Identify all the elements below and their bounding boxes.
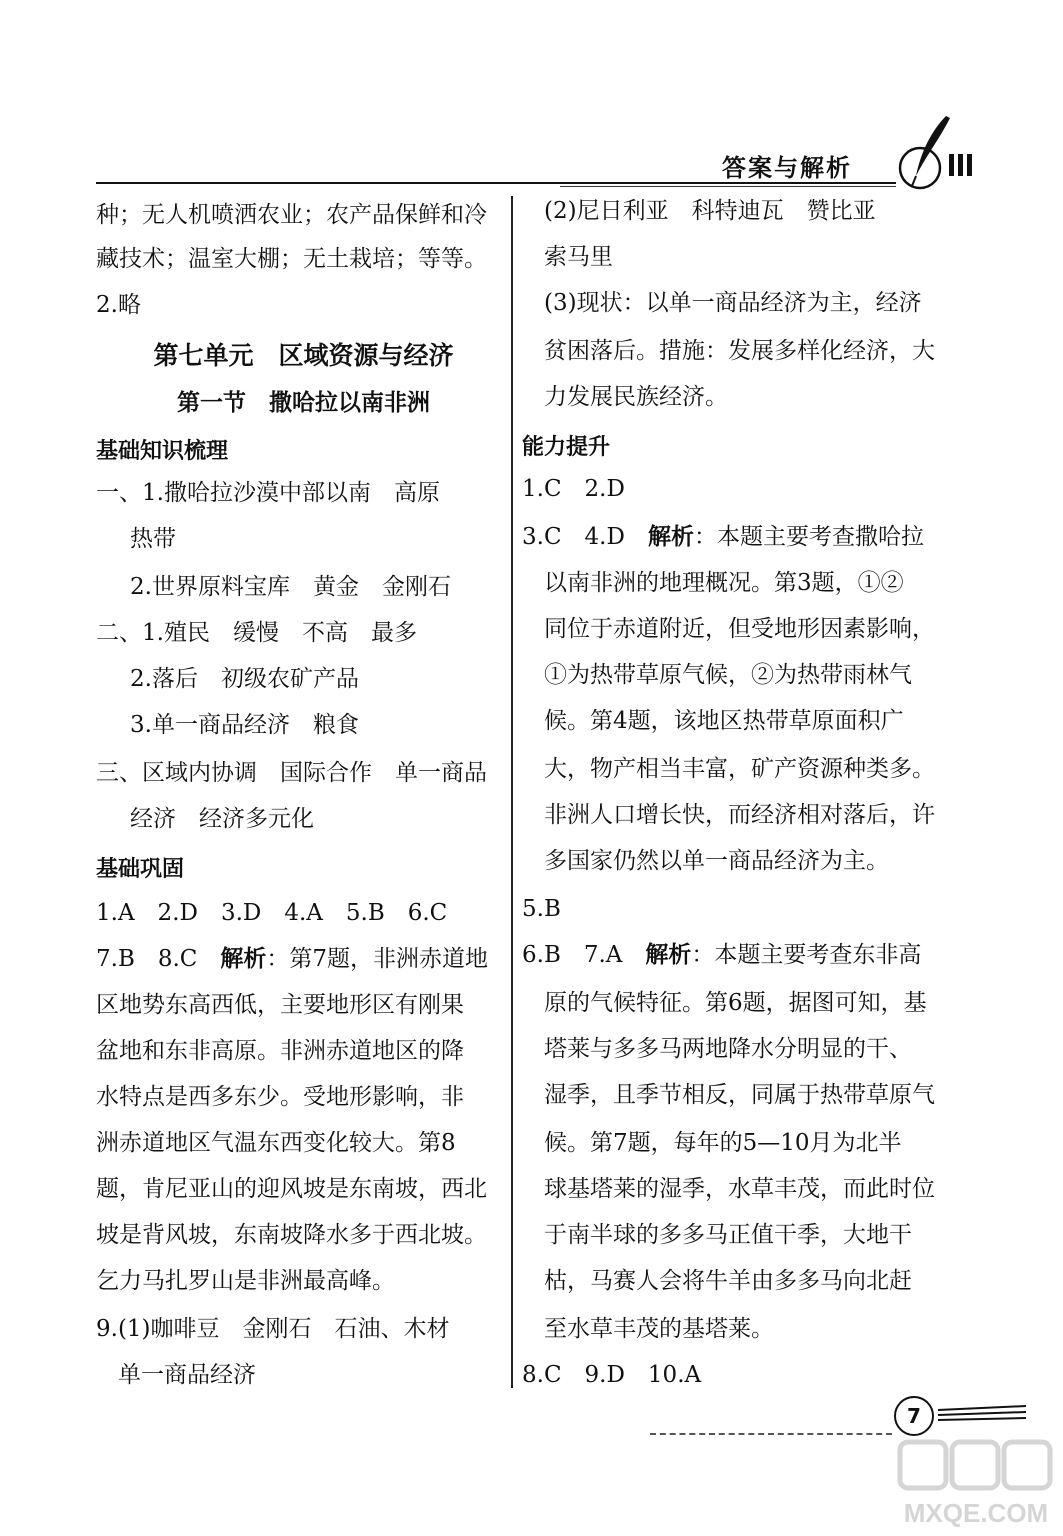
header-rule-thin — [560, 186, 896, 187]
answer-line: 非洲人口增长快，而经济相对落后，许 — [544, 802, 935, 828]
answer-line: 候。第7题，每年的5—10月为北半 — [544, 1130, 902, 1156]
answer-line: 力发展民族经济。 — [544, 384, 728, 410]
answer-line: 索马里 — [544, 244, 613, 270]
answer-line: 5.B — [522, 896, 561, 922]
answer-line: 9.(1)咖啡豆 金刚石 石油、木材 — [96, 1316, 450, 1342]
answer-line: 球基塔莱的湿季，水草丰茂，而此时位 — [544, 1176, 935, 1202]
answer-line: 8.C 9.D 10.A — [522, 1362, 702, 1388]
answer-line — [522, 522, 924, 552]
answer-line: 热带 — [130, 526, 176, 552]
answer-line — [522, 940, 921, 970]
column-divider — [511, 196, 513, 1388]
answer-line: (3)现状：以单一商品经济为主，经济 — [544, 290, 922, 316]
quill-pen-icon — [896, 112, 956, 192]
answer-line: 单一商品经济 — [118, 1362, 256, 1388]
bars-icon — [948, 150, 974, 178]
answer-line: 区地势东高西低，主要地形区有刚果 — [96, 992, 464, 1018]
answer-line: 1.A 2.D 3.D 4.A 5.B 6.C — [96, 900, 448, 926]
watermark-text: MXQE.COM — [903, 1498, 1049, 1528]
analysis-label: 解析 — [220, 946, 267, 972]
answer-line: 于南半球的多多马正值干季，大地干 — [544, 1222, 912, 1248]
analysis-text: ：本题主要考查撒哈拉 — [693, 524, 924, 550]
answer-line: 候。第4题，该地区热带草原面积广 — [544, 708, 904, 734]
answer-line: ①为热带草原气候，②为热带雨林气 — [544, 662, 912, 688]
answer-line: 2.落后 初级农矿产品 — [130, 666, 359, 692]
answer-line: 塔莱与多多马两地降水分明显的干、 — [544, 1036, 912, 1062]
analysis-label: 解析 — [647, 524, 694, 550]
header-rule — [96, 182, 896, 184]
subsection-heading: 基础巩固 — [96, 857, 185, 882]
answer-line: 3.单一商品经济 粮食 — [130, 712, 359, 738]
answer-line: 种；无人机喷洒农业；农产品保鲜和冷 — [96, 202, 487, 228]
answer-line: 坡是背风坡，东南坡降水多于西北坡。 — [96, 1222, 487, 1248]
analysis-text: ：第7题，非洲赤道地 — [266, 946, 489, 972]
answer-line: 多国家仍然以单一商品经济为主。 — [544, 848, 889, 874]
subsection-heading: 基础知识梳理 — [96, 439, 229, 464]
answer-line — [96, 944, 488, 974]
answer-line: 洲赤道地区气温东西变化较大。第8 — [96, 1130, 456, 1156]
speed-lines-icon — [936, 1404, 1028, 1426]
answer-line: 1.C 2.D — [522, 476, 625, 502]
watermark-logo — [896, 1438, 1056, 1530]
answer-line: 贫困落后。措施：发展多样化经济，大 — [544, 338, 935, 364]
answer-line: 盆地和东非高原。非洲赤道地区的降 — [96, 1038, 464, 1064]
answer-text: 6.B 7.A — [522, 942, 646, 968]
unit-heading: 第七单元 区域资源与经济 — [153, 341, 454, 370]
answer-line: 三、区域内协调 国际合作 单一商品 — [96, 760, 487, 786]
answer-line: 2.世界原料宝库 黄金 金刚石 — [130, 574, 451, 600]
answer-line: 湿季，且季节相反，同属于热带草原气 — [544, 1082, 935, 1108]
answer-line: 枯，马赛人会将牛羊由多多马向北赶 — [544, 1268, 912, 1294]
answer-line: 经济 经济多元化 — [130, 806, 314, 832]
analysis-label: 解析 — [645, 942, 692, 968]
page-number: 7 — [894, 1396, 934, 1436]
answer-line: 二、1.殖民 缓慢 不高 最多 — [96, 620, 417, 646]
answer-line: 水特点是西多东少。受地形影响，非 — [96, 1084, 464, 1110]
subsection-heading: 能力提升 — [522, 435, 611, 460]
section-heading: 第一节 撒哈拉以南非洲 — [177, 390, 430, 416]
answer-line: 一、1.撒哈拉沙漠中部以南 高原 — [96, 480, 440, 506]
analysis-text: ：本题主要考查东非高 — [691, 942, 922, 968]
answer-line: 乞力马扎罗山是非洲最高峰。 — [96, 1268, 395, 1294]
answer-line: 至水草丰茂的基塔莱。 — [544, 1316, 774, 1342]
answer-text: 7.B 8.C — [96, 946, 221, 972]
answer-line: 藏技术；温室大棚；无土栽培；等等。 — [96, 246, 487, 272]
answer-line: (2)尼日利亚 科特迪瓦 赞比亚 — [544, 198, 876, 224]
answer-line: 以南非洲的地理概况。第3题，①② — [544, 570, 904, 596]
answer-line: 2.略 — [96, 292, 141, 318]
answer-line: 题，肯尼亚山的迎风坡是东南坡，西北 — [96, 1176, 487, 1202]
answer-text: 3.C 4.D — [522, 524, 648, 550]
answer-line: 大，物产相当丰富，矿产资源种类多。 — [544, 756, 935, 782]
header-title: 答案与解析 — [722, 154, 852, 182]
answer-line: 原的气候特征。第6题，据图可知，基 — [544, 990, 927, 1016]
footer-dashed-line — [650, 1433, 892, 1435]
answer-line: 同位于赤道附近，但受地形因素影响， — [544, 616, 935, 642]
